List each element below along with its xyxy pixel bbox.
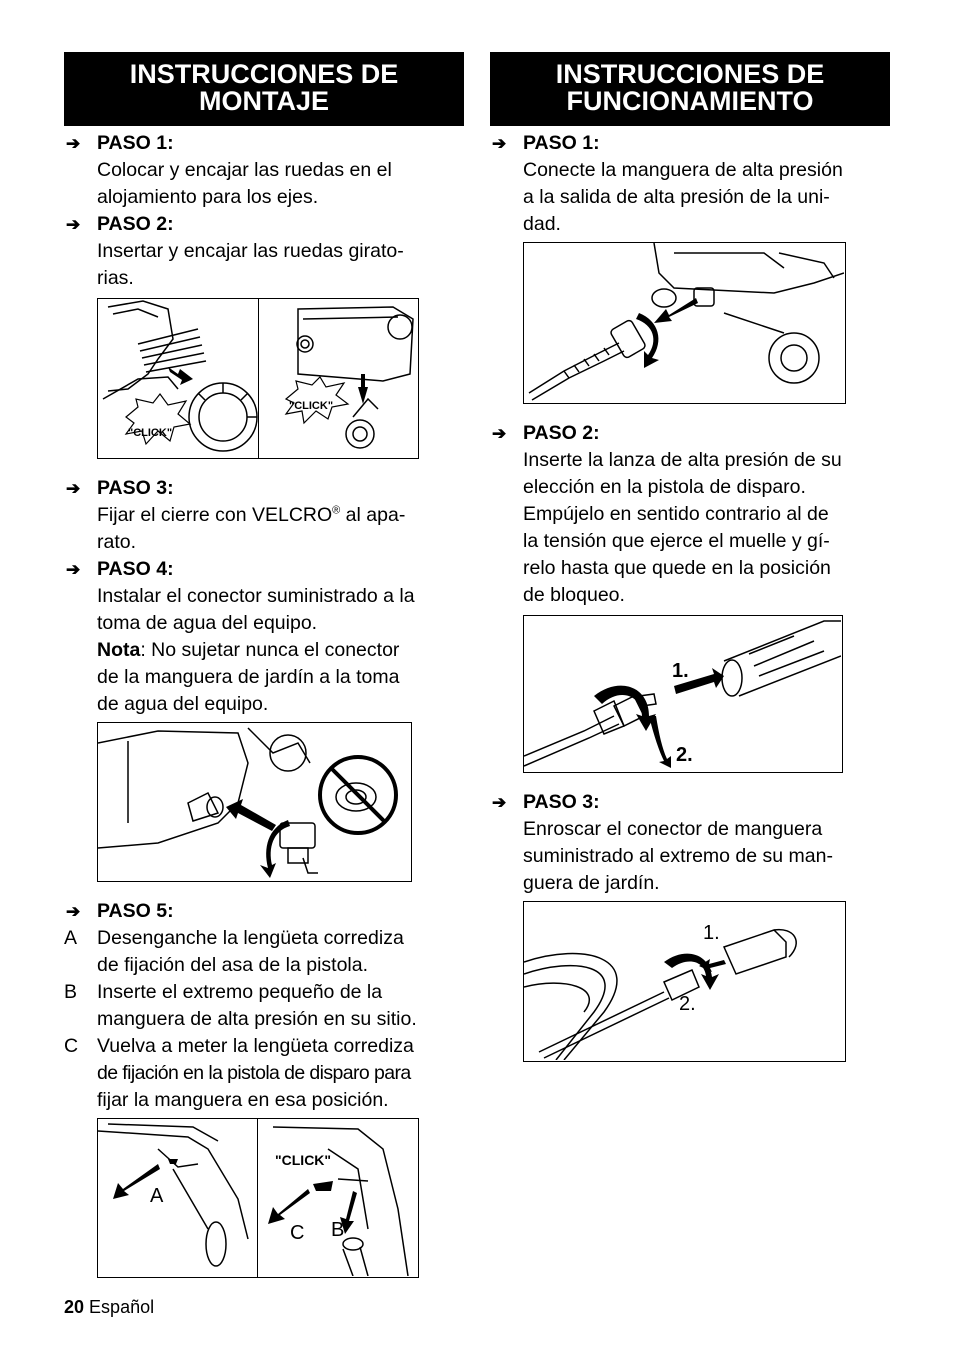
garden-hose-illustration	[524, 902, 844, 1060]
step-text: de bloqueo.	[523, 584, 625, 606]
label-step-1: 1.	[672, 660, 689, 682]
label-b: B	[331, 1219, 345, 1241]
hp-hose-illustration	[524, 243, 844, 402]
step-text-part: al apa-	[340, 504, 406, 526]
arrow-right-icon: ➔	[66, 215, 81, 234]
step-note	[97, 637, 464, 664]
arrow-right-icon: ➔	[492, 424, 507, 443]
lance-figure	[523, 615, 843, 773]
step-text: toma de agua del equipo.	[97, 612, 318, 634]
arrow-right-icon: ➔	[492, 793, 507, 812]
page-number: 20	[64, 1297, 85, 1317]
page-footer	[64, 1297, 154, 1318]
step-5-item-c	[64, 1033, 464, 1114]
arrow-right-icon: ➔	[66, 902, 81, 921]
step-text: a la salida de alta presión de la uni-	[523, 186, 830, 208]
step-text-part: Fijar el cierre con VELCRO	[97, 504, 333, 526]
operation-step-2	[490, 420, 890, 609]
step-title: PASO 1:	[523, 132, 600, 154]
assembly-step-1	[64, 130, 464, 211]
step-title: PASO 5:	[97, 900, 174, 922]
assembly-step-5	[64, 898, 464, 925]
step-title: PASO 3:	[97, 477, 174, 499]
item-text: fijar la manguera en esa posición.	[97, 1089, 389, 1111]
step-text: Enroscar el conector de manguera	[523, 818, 823, 840]
step-text: dad.	[523, 213, 561, 235]
item-letter: A	[64, 927, 78, 949]
step-5-item-a	[64, 925, 464, 979]
arrow-right-icon: ➔	[66, 479, 81, 498]
step-title: PASO 4:	[97, 558, 174, 580]
note-text: : No sujetar nunca el conector	[140, 639, 400, 661]
step-text: elección en la pistola de disparo.	[523, 476, 806, 498]
item-text: Desenganche la lengüeta corrediza	[97, 927, 404, 949]
assembly-step-2	[64, 211, 464, 292]
arrow-right-icon: ➔	[66, 560, 81, 579]
registered-mark: ®	[332, 504, 341, 517]
water-inlet-illustration	[98, 723, 410, 880]
operation-header-line1: INSTRUCCIONES DE	[555, 59, 825, 89]
note-label: Nota	[97, 639, 141, 661]
garden-hose-figure	[523, 901, 846, 1062]
item-text: de fijación en la pistola de disparo para	[97, 1062, 411, 1084]
step-title: PASO 1:	[97, 132, 174, 154]
left-column	[64, 52, 464, 1294]
click-label: "CLICK"	[128, 427, 173, 439]
item-text: Inserte el extremo pequeño de la	[97, 981, 383, 1003]
item-letter: C	[64, 1035, 79, 1057]
assembly-header-line2: MONTAJE	[198, 86, 329, 116]
step-text: Colocar y encajar las ruedas en el	[97, 159, 392, 181]
hp-hose-figure	[523, 242, 846, 404]
figure-divider	[257, 1119, 258, 1277]
item-text: de fijación del asa de la pistola.	[97, 954, 369, 976]
gun-figure	[97, 1118, 419, 1278]
right-column	[490, 52, 890, 1078]
water-inlet-figure	[97, 722, 412, 882]
assembly-step-3	[64, 475, 464, 556]
step-title: PASO 2:	[97, 213, 174, 235]
step-text: rato.	[97, 531, 137, 553]
operation-header	[490, 52, 890, 126]
arrow-right-icon: ➔	[492, 134, 507, 153]
assembly-header	[64, 52, 464, 126]
step-title: PASO 3:	[523, 791, 600, 813]
operation-step-1	[490, 130, 890, 238]
step-text: guera de jardín.	[523, 872, 660, 894]
arrow-right-icon: ➔	[66, 134, 81, 153]
step-text: alojamiento para los ejes.	[97, 186, 319, 208]
step-text: rias.	[97, 267, 134, 289]
step-title: PASO 2:	[523, 422, 600, 444]
label-step-2: 2.	[679, 993, 696, 1015]
step-text: la tensión que ejerce el muelle y gí-	[523, 530, 830, 552]
item-text: Vuelva a meter la lengüeta corrediza	[97, 1035, 414, 1057]
click-label: "CLICK"	[275, 1152, 332, 1168]
step-text: suministrado al extremo de su man-	[523, 845, 833, 867]
label-a: A	[150, 1185, 164, 1207]
note-text: de la manguera de jardín a la toma	[97, 666, 400, 688]
step-text: Conecte la manguera de alta presión	[523, 159, 843, 181]
label-step-2: 2.	[676, 744, 693, 766]
item-text: manguera de alta presión en su sitio.	[97, 1008, 417, 1030]
footer-language: Español	[89, 1297, 155, 1317]
step-text: Inserte la lanza de alta presión de su	[523, 449, 842, 471]
operation-step-3	[490, 789, 890, 897]
assembly-step-4	[64, 556, 464, 718]
step-text: Insertar y encajar las ruedas girato-	[97, 240, 404, 262]
item-letter: B	[64, 981, 78, 1003]
operation-header-line2: FUNCIONAMIENTO	[566, 86, 814, 116]
step-text	[97, 502, 464, 529]
label-c: C	[290, 1222, 305, 1244]
figure-divider	[258, 299, 259, 458]
step-text: relo hasta que quede en la posición	[523, 557, 831, 579]
wheels-figure	[97, 298, 419, 459]
step-5-item-b	[64, 979, 464, 1033]
label-step-1: 1.	[703, 922, 720, 944]
step-text: Empújelo en sentido contrario al de	[523, 503, 829, 525]
click-label: "CLICK"	[289, 400, 334, 412]
note-text: de agua del equipo.	[97, 693, 269, 715]
assembly-header-line1: INSTRUCCIONES DE	[129, 59, 399, 89]
step-text: Instalar el conector suministrado a la	[97, 585, 415, 607]
